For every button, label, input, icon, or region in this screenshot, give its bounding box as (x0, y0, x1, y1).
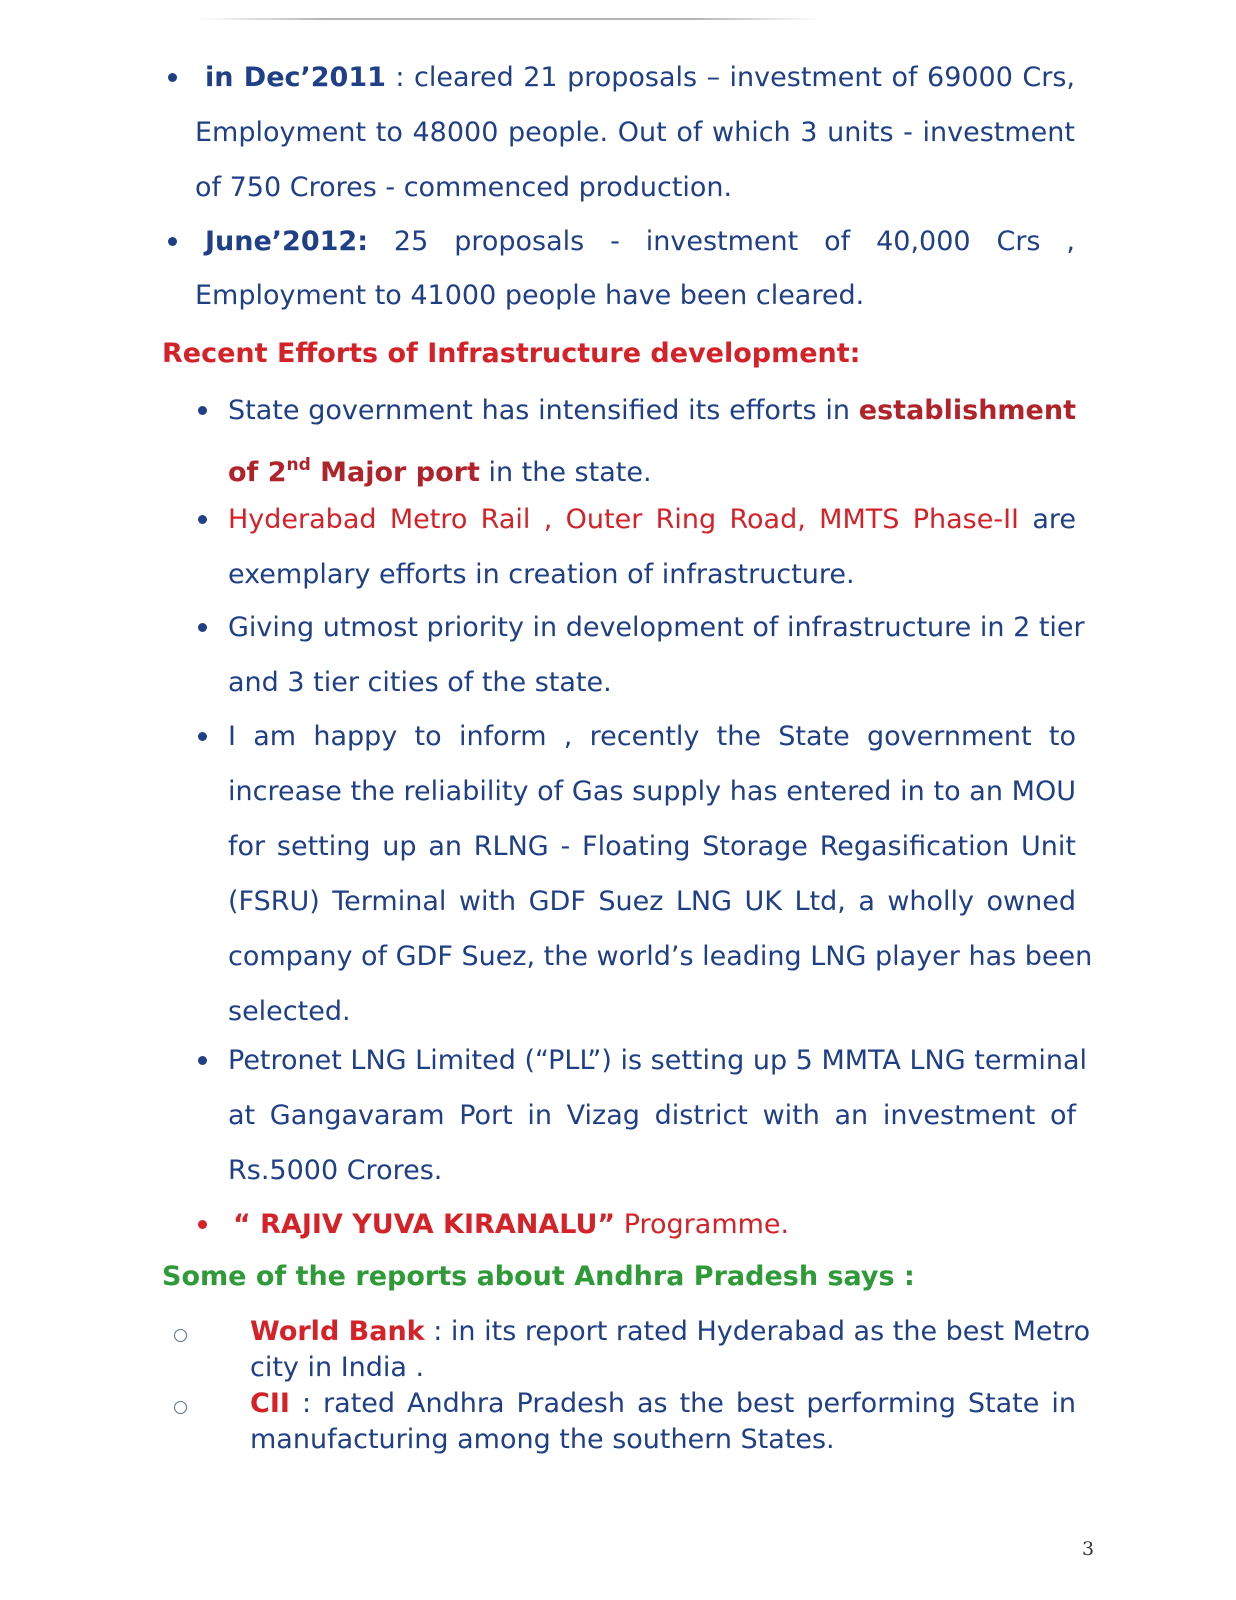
infra-item-gas-mou (228, 709, 1093, 1039)
bullet-text: Employment to 41000 people have been cleared. (195, 280, 865, 311)
item-bold-text: establishment (858, 395, 1076, 426)
bullet-text: of 750 Crores - commenced production. (195, 172, 733, 203)
section-heading-reports: Some of the reports about Andhra Pradesh says : (162, 1261, 915, 1292)
page-number: 3 (1082, 1538, 1095, 1560)
item-text: company of GDF Suez, the world’s leading LNG player has been (228, 941, 1093, 972)
bullet-label: June’2012: (205, 226, 369, 257)
report-cii (250, 1386, 1076, 1458)
report-text: : in its report rated Hyderabad as the best Metro (424, 1316, 1091, 1347)
infra-item-petronet (228, 1033, 1088, 1198)
bullet-dec2011 (205, 50, 1075, 105)
bullet-icon (198, 515, 207, 524)
report-text: city in India . (250, 1352, 425, 1383)
item-text: in the state. (479, 457, 652, 488)
bullet-june2012-cont (195, 268, 1075, 323)
report-source: CII (250, 1388, 290, 1419)
item-text: and 3 tier cities of the state. (228, 667, 612, 698)
infra-item-tier-cities (228, 600, 1085, 710)
infra-item-rajiv-yuva (233, 1197, 1076, 1252)
item-text: at Gangavaram Port in Vizag district with an investment of (228, 1100, 1076, 1131)
item-text: Programme. (615, 1209, 790, 1240)
bullet-dec2011-cont (195, 105, 1075, 215)
item-text: increase the reliability of Gas supply has entered in to an MOU (228, 776, 1076, 807)
item-red-text: Hyderabad Metro Rail , Outer Ring Road, MMTS Phase-II (228, 504, 1019, 535)
circle-bullet-icon (174, 1401, 187, 1414)
item-text: selected. (228, 996, 351, 1027)
bullet-icon (168, 237, 177, 246)
superscript: nd (286, 455, 311, 475)
circle-bullet-icon (174, 1329, 187, 1342)
item-bold-text: Major port (310, 457, 480, 488)
item-text: are (1019, 504, 1076, 535)
item-bold-text: “ RAJIV YUVA KIRANALU” (233, 1209, 616, 1240)
scan-artifact-line (200, 18, 820, 20)
infra-item-metro (228, 492, 1076, 602)
item-text: Giving utmost priority in development of infrastructure in 2 tier (228, 612, 1085, 643)
item-text: exemplary efforts in creation of infrastructure. (228, 559, 855, 590)
bullet-text: : cleared 21 proposals – investment of 69000 Crs, (385, 62, 1075, 93)
bullet-icon (168, 73, 177, 82)
bullet-icon (198, 1056, 207, 1065)
bullet-june2012 (205, 214, 1075, 269)
item-text: Petronet LNG Limited (“PLL”) is setting up 5 MMTA LNG terminal (228, 1045, 1088, 1076)
bullet-icon (198, 732, 207, 741)
item-text: I am happy to inform , recently the State government to (228, 721, 1076, 752)
bullet-icon (198, 406, 207, 415)
bullet-label: in Dec’2011 (205, 62, 386, 93)
item-bold-text: of 2 (228, 457, 287, 488)
report-world-bank (250, 1314, 1091, 1386)
report-text: : rated Andhra Pradesh as the best performing State in (289, 1388, 1076, 1419)
item-text: for setting up an RLNG - Floating Storage Regasification Unit (228, 831, 1076, 862)
bullet-icon (198, 1220, 207, 1229)
item-text: Rs.5000 Crores. (228, 1155, 443, 1186)
item-text: State government has intensified its efforts in (228, 395, 859, 426)
report-source: World Bank (250, 1316, 425, 1347)
item-text: (FSRU) Terminal with GDF Suez LNG UK Ltd, a wholly owned (228, 886, 1076, 917)
report-text: manufacturing among the southern States. (250, 1424, 835, 1455)
bullet-text: Employment to 48000 people. Out of which 3 units - investment (195, 117, 1075, 148)
bullet-icon (198, 623, 207, 632)
section-heading-infrastructure: Recent Efforts of Infrastructure development: (162, 338, 861, 369)
bullet-text: 25 proposals - investment of 40,000 Crs , (368, 226, 1075, 257)
infra-item-port (228, 383, 1076, 500)
